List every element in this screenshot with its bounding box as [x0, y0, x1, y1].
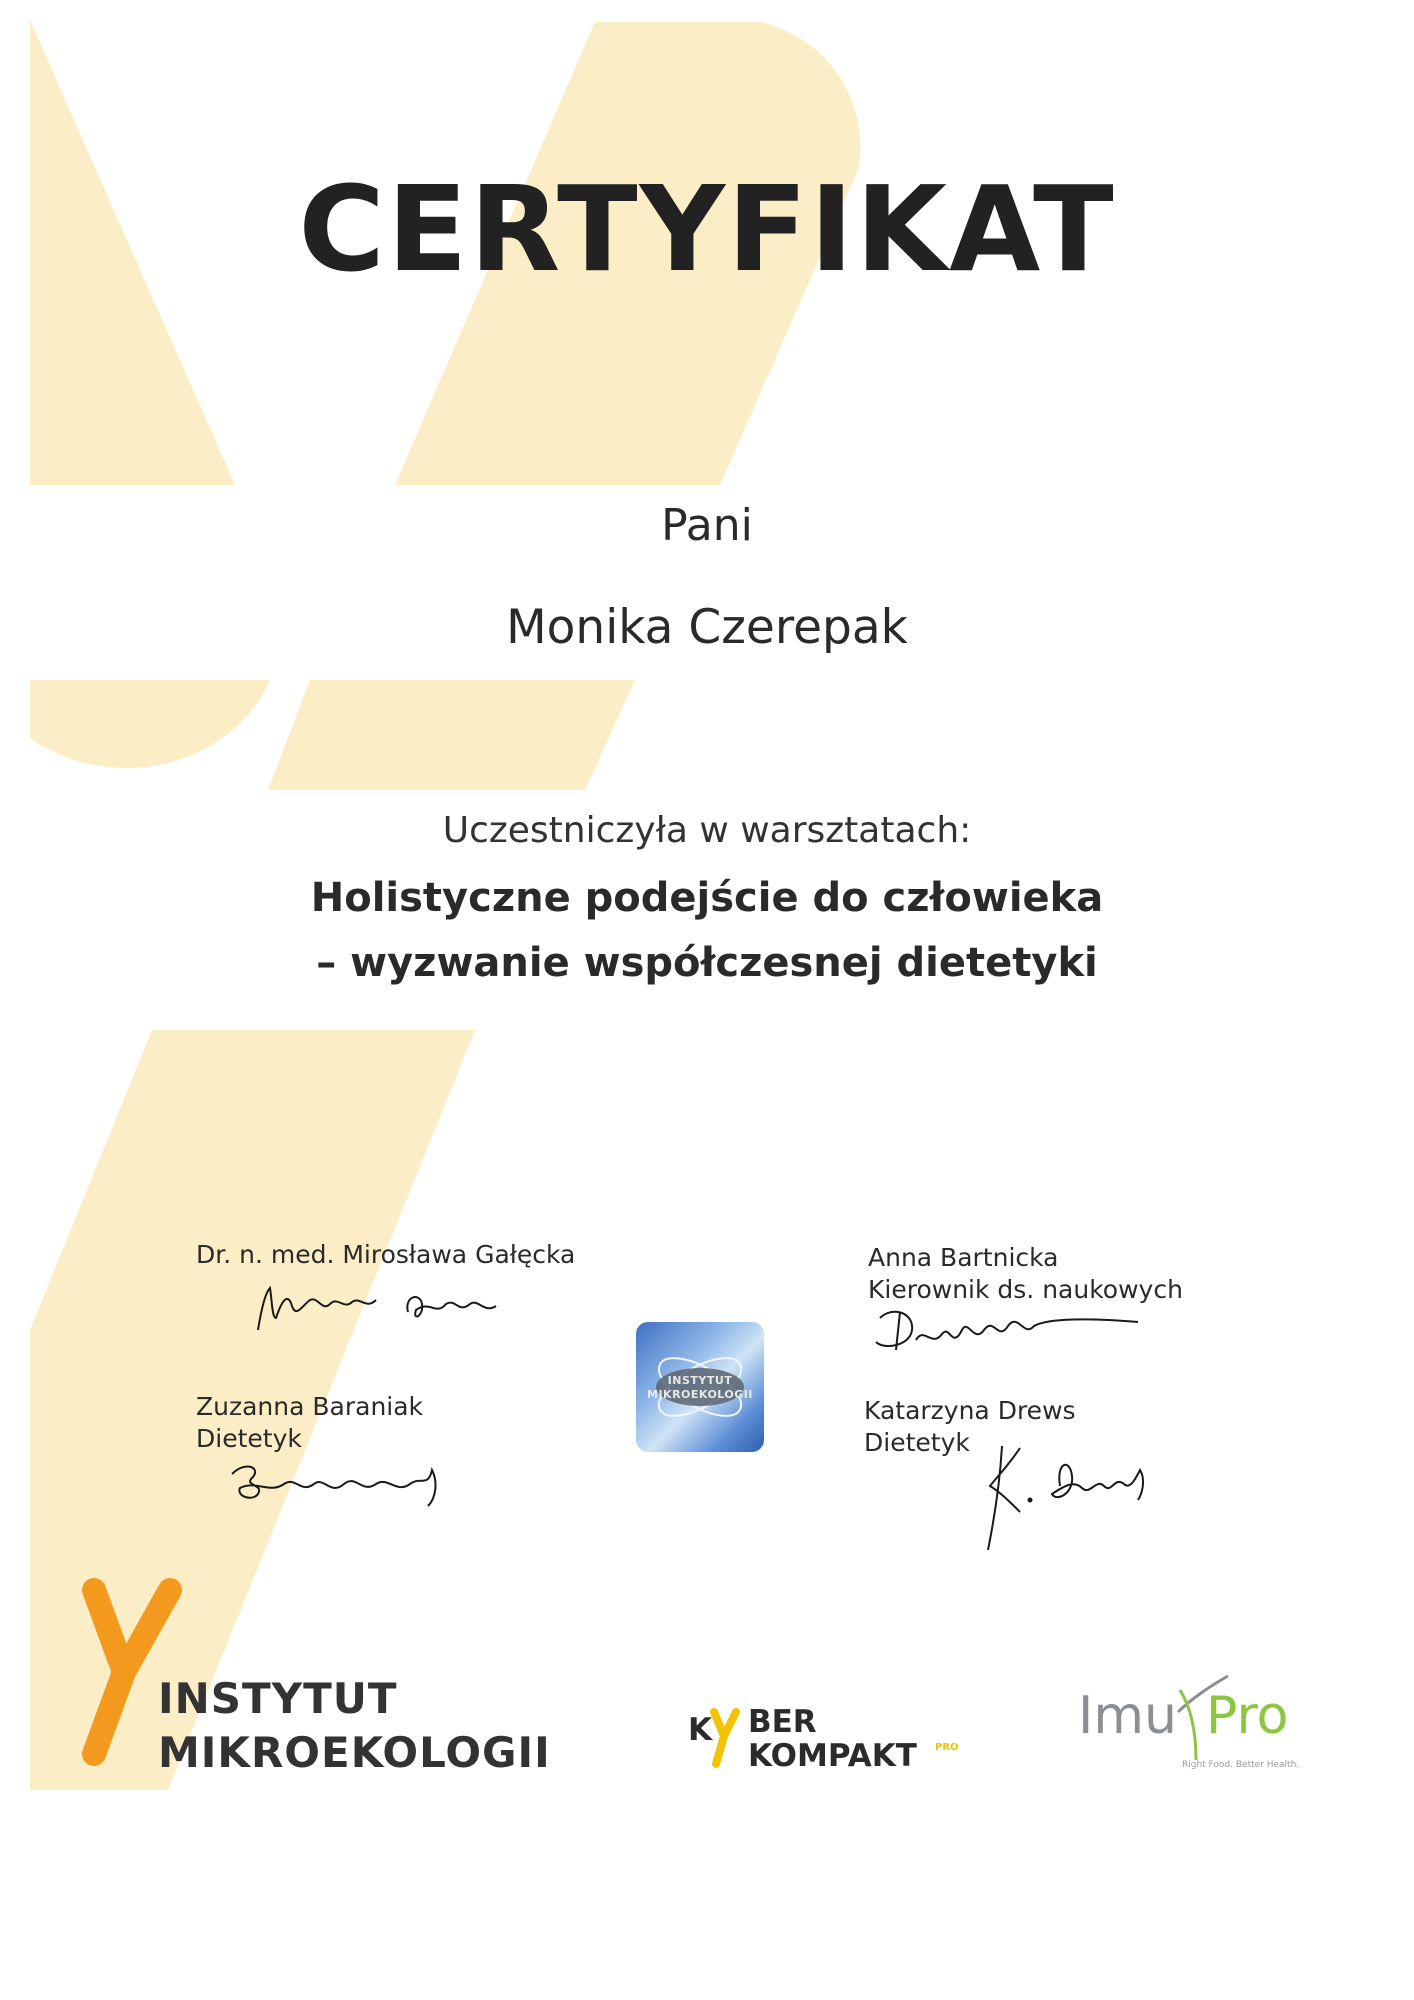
- signatory-1-name: Dr. n. med. Mirosława Gałęcka: [196, 1240, 576, 1269]
- kyberkompakt-logo-k: K: [688, 1712, 713, 1748]
- signatory-3-name: Zuzanna Baraniak: [196, 1392, 424, 1421]
- workshop-title-line1: Holistyczne podejście do człowieka: [310, 875, 1104, 921]
- imupro-logo-pro: Pro: [1206, 1686, 1289, 1746]
- bg-shape-right-mid: [268, 680, 635, 790]
- kyberkompakt-logo-pro: PRO: [935, 1742, 959, 1753]
- instytut-logo-line1: INSTYTUT: [158, 1674, 398, 1723]
- imupro-tagline: Right Food. Better Health.: [1182, 1760, 1300, 1770]
- recipient-name: Monika Czerepak: [506, 600, 908, 655]
- certificate-title: CERTYFIKAT: [298, 160, 1116, 298]
- seal-atom-icon: [636, 1322, 764, 1452]
- bg-shape-left-mid: [30, 680, 270, 768]
- kyberkompakt-logo-line1: BER: [748, 1704, 817, 1740]
- signatory-2-role: Kierownik ds. naukowych: [868, 1275, 1183, 1304]
- imupro-logo-imu: Imu: [1078, 1686, 1177, 1746]
- signatory-3-role: Dietetyk: [196, 1424, 302, 1453]
- signatory-4-role: Dietetyk: [864, 1428, 970, 1457]
- kyberkompakt-logo-line2: KOMPAKT: [748, 1738, 917, 1774]
- signatory-2-name: Anna Bartnicka: [868, 1243, 1059, 1272]
- signatory-4-name: Katarzyna Drews: [864, 1396, 1076, 1425]
- workshop-title-line2: – wyzwanie współczesnej dietetyki: [316, 940, 1098, 986]
- seal-text-line2: MIKROEKOLOGII: [647, 1388, 753, 1401]
- seal-text-line1: INSTYTUT: [667, 1374, 733, 1387]
- salutation: Pani: [661, 500, 753, 551]
- instytut-logo-line2: MIKROEKOLOGII: [158, 1728, 551, 1777]
- hologram-seal: [636, 1322, 764, 1452]
- participated-label: Uczestniczyła w warsztatach:: [442, 810, 972, 851]
